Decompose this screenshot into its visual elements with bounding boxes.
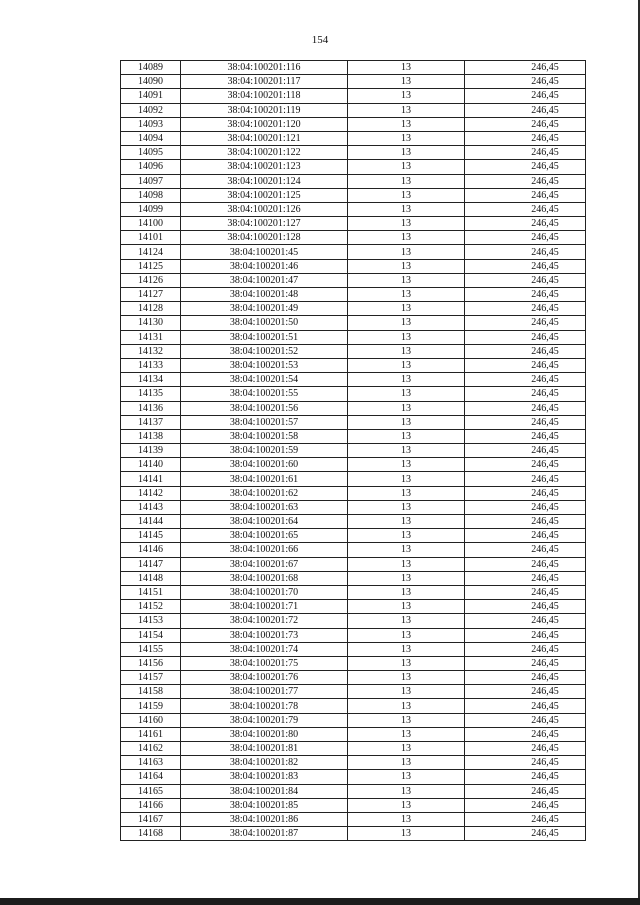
table-row	[121, 571, 586, 585]
table-row	[121, 585, 586, 599]
value-cell: 246,45	[465, 756, 586, 770]
code-cell: 13	[348, 89, 465, 103]
row-number-cell: 14165	[121, 784, 181, 798]
code-cell: 13	[348, 812, 465, 826]
code-cell: 13	[348, 429, 465, 443]
value-cell: 246,45	[465, 429, 586, 443]
table-row	[121, 146, 586, 160]
cadastral-number-cell: 38:04:100201:73	[181, 628, 348, 642]
row-number-cell: 14097	[121, 174, 181, 188]
cadastral-number-cell: 38:04:100201:118	[181, 89, 348, 103]
table-row	[121, 344, 586, 358]
value-cell: 246,45	[465, 642, 586, 656]
scan-bottom-band	[0, 898, 640, 905]
code-cell: 13	[348, 571, 465, 585]
value-cell: 246,45	[465, 600, 586, 614]
row-number-cell: 14128	[121, 302, 181, 316]
table-row	[121, 699, 586, 713]
cadastral-number-cell: 38:04:100201:72	[181, 614, 348, 628]
value-cell: 246,45	[465, 472, 586, 486]
table-row	[121, 671, 586, 685]
code-cell: 13	[348, 742, 465, 756]
table-row	[121, 373, 586, 387]
value-cell: 246,45	[465, 685, 586, 699]
table-row	[121, 515, 586, 529]
cadastral-number-cell: 38:04:100201:125	[181, 188, 348, 202]
row-number-cell: 14141	[121, 472, 181, 486]
row-number-cell: 14135	[121, 387, 181, 401]
code-cell: 13	[348, 231, 465, 245]
cadastral-number-cell: 38:04:100201:53	[181, 358, 348, 372]
row-number-cell: 14154	[121, 628, 181, 642]
cadastral-number-cell: 38:04:100201:121	[181, 131, 348, 145]
value-cell: 246,45	[465, 61, 586, 75]
table-row	[121, 288, 586, 302]
cadastral-number-cell: 38:04:100201:116	[181, 61, 348, 75]
value-cell: 246,45	[465, 713, 586, 727]
code-cell: 13	[348, 472, 465, 486]
row-number-cell: 14168	[121, 827, 181, 841]
value-cell: 246,45	[465, 529, 586, 543]
cadastral-number-cell: 38:04:100201:126	[181, 202, 348, 216]
table-row	[121, 160, 586, 174]
row-number-cell: 14100	[121, 217, 181, 231]
cadastral-number-cell: 38:04:100201:70	[181, 585, 348, 599]
cadastral-number-cell: 38:04:100201:123	[181, 160, 348, 174]
table-row	[121, 756, 586, 770]
table-row	[121, 61, 586, 75]
code-cell: 13	[348, 585, 465, 599]
value-cell: 246,45	[465, 500, 586, 514]
table-row	[121, 529, 586, 543]
cadastral-number-cell: 38:04:100201:120	[181, 117, 348, 131]
row-number-cell: 14161	[121, 727, 181, 741]
row-number-cell: 14099	[121, 202, 181, 216]
row-number-cell: 14155	[121, 642, 181, 656]
cadastral-number-cell: 38:04:100201:86	[181, 812, 348, 826]
code-cell: 13	[348, 103, 465, 117]
cadastral-number-cell: 38:04:100201:57	[181, 415, 348, 429]
row-number-cell: 14124	[121, 245, 181, 259]
value-cell: 246,45	[465, 557, 586, 571]
cadastral-number-cell: 38:04:100201:71	[181, 600, 348, 614]
cadastral-number-cell: 38:04:100201:63	[181, 500, 348, 514]
row-number-cell: 14143	[121, 500, 181, 514]
row-number-cell: 14147	[121, 557, 181, 571]
value-cell: 246,45	[465, 344, 586, 358]
table-row	[121, 628, 586, 642]
row-number-cell: 14146	[121, 543, 181, 557]
table-row	[121, 131, 586, 145]
row-number-cell: 14167	[121, 812, 181, 826]
cadastral-number-cell: 38:04:100201:77	[181, 685, 348, 699]
cadastral-number-cell: 38:04:100201:46	[181, 259, 348, 273]
row-number-cell: 14152	[121, 600, 181, 614]
value-cell: 246,45	[465, 174, 586, 188]
cadastral-number-cell: 38:04:100201:128	[181, 231, 348, 245]
code-cell: 13	[348, 316, 465, 330]
row-number-cell: 14138	[121, 429, 181, 443]
cadastral-number-cell: 38:04:100201:76	[181, 671, 348, 685]
table-row	[121, 231, 586, 245]
row-number-cell: 14163	[121, 756, 181, 770]
value-cell: 246,45	[465, 486, 586, 500]
cadastral-number-cell: 38:04:100201:119	[181, 103, 348, 117]
table-row	[121, 202, 586, 216]
code-cell: 13	[348, 713, 465, 727]
row-number-cell: 14089	[121, 61, 181, 75]
table-row	[121, 798, 586, 812]
value-cell: 246,45	[465, 131, 586, 145]
value-cell: 246,45	[465, 188, 586, 202]
code-cell: 13	[348, 515, 465, 529]
cadastral-number-cell: 38:04:100201:75	[181, 656, 348, 670]
row-number-cell: 14145	[121, 529, 181, 543]
cadastral-number-cell: 38:04:100201:78	[181, 699, 348, 713]
row-number-cell: 14095	[121, 146, 181, 160]
row-number-cell: 14131	[121, 330, 181, 344]
value-cell: 246,45	[465, 373, 586, 387]
cadastral-number-cell: 38:04:100201:80	[181, 727, 348, 741]
cadastral-number-cell: 38:04:100201:83	[181, 770, 348, 784]
row-number-cell: 14127	[121, 288, 181, 302]
cadastral-number-cell: 38:04:100201:74	[181, 642, 348, 656]
value-cell: 246,45	[465, 160, 586, 174]
code-cell: 13	[348, 358, 465, 372]
value-cell: 246,45	[465, 727, 586, 741]
cadastral-number-cell: 38:04:100201:58	[181, 429, 348, 443]
row-number-cell: 14130	[121, 316, 181, 330]
code-cell: 13	[348, 557, 465, 571]
row-number-cell: 14144	[121, 515, 181, 529]
row-number-cell: 14166	[121, 798, 181, 812]
code-cell: 13	[348, 642, 465, 656]
cadastral-number-cell: 38:04:100201:62	[181, 486, 348, 500]
table-row	[121, 259, 586, 273]
value-cell: 246,45	[465, 770, 586, 784]
code-cell: 13	[348, 160, 465, 174]
cadastral-number-cell: 38:04:100201:84	[181, 784, 348, 798]
code-cell: 13	[348, 770, 465, 784]
cadastral-number-cell: 38:04:100201:50	[181, 316, 348, 330]
value-cell: 246,45	[465, 784, 586, 798]
table-row	[121, 316, 586, 330]
cadastral-number-cell: 38:04:100201:68	[181, 571, 348, 585]
code-cell: 13	[348, 373, 465, 387]
code-cell: 13	[348, 387, 465, 401]
table-row	[121, 273, 586, 287]
value-cell: 246,45	[465, 245, 586, 259]
row-number-cell: 14132	[121, 344, 181, 358]
code-cell: 13	[348, 827, 465, 841]
value-cell: 246,45	[465, 316, 586, 330]
value-cell: 246,45	[465, 217, 586, 231]
code-cell: 13	[348, 174, 465, 188]
code-cell: 13	[348, 75, 465, 89]
row-number-cell: 14136	[121, 401, 181, 415]
table-row	[121, 117, 586, 131]
row-number-cell: 14156	[121, 656, 181, 670]
row-number-cell: 14158	[121, 685, 181, 699]
code-cell: 13	[348, 543, 465, 557]
value-cell: 246,45	[465, 146, 586, 160]
code-cell: 13	[348, 656, 465, 670]
table-row	[121, 330, 586, 344]
table-row	[121, 415, 586, 429]
cadastral-number-cell: 38:04:100201:51	[181, 330, 348, 344]
table-row	[121, 103, 586, 117]
code-cell: 13	[348, 131, 465, 145]
row-number-cell: 14148	[121, 571, 181, 585]
table-row	[121, 75, 586, 89]
code-cell: 13	[348, 444, 465, 458]
row-number-cell: 14142	[121, 486, 181, 500]
value-cell: 246,45	[465, 302, 586, 316]
table-row	[121, 827, 586, 841]
cadastral-number-cell: 38:04:100201:65	[181, 529, 348, 543]
value-cell: 246,45	[465, 671, 586, 685]
table-row	[121, 387, 586, 401]
value-cell: 246,45	[465, 614, 586, 628]
code-cell: 13	[348, 529, 465, 543]
cadastral-number-cell: 38:04:100201:54	[181, 373, 348, 387]
value-cell: 246,45	[465, 202, 586, 216]
row-number-cell: 14133	[121, 358, 181, 372]
code-cell: 13	[348, 61, 465, 75]
row-number-cell: 14153	[121, 614, 181, 628]
table-row	[121, 543, 586, 557]
table-row	[121, 784, 586, 798]
value-cell: 246,45	[465, 543, 586, 557]
cadastral-number-cell: 38:04:100201:127	[181, 217, 348, 231]
code-cell: 13	[348, 671, 465, 685]
table-body	[121, 61, 586, 841]
cadastral-number-cell: 38:04:100201:81	[181, 742, 348, 756]
table-row	[121, 174, 586, 188]
row-number-cell: 14092	[121, 103, 181, 117]
code-cell: 13	[348, 217, 465, 231]
cadastral-number-cell: 38:04:100201:85	[181, 798, 348, 812]
row-number-cell: 14090	[121, 75, 181, 89]
page-number: 154	[311, 34, 329, 46]
row-number-cell: 14101	[121, 231, 181, 245]
cadastral-number-cell: 38:04:100201:49	[181, 302, 348, 316]
value-cell: 246,45	[465, 656, 586, 670]
code-cell: 13	[348, 344, 465, 358]
cadastral-number-cell: 38:04:100201:64	[181, 515, 348, 529]
value-cell: 246,45	[465, 401, 586, 415]
code-cell: 13	[348, 401, 465, 415]
code-cell: 13	[348, 685, 465, 699]
row-number-cell: 14126	[121, 273, 181, 287]
table-row	[121, 713, 586, 727]
cadastral-number-cell: 38:04:100201:66	[181, 543, 348, 557]
row-number-cell: 14094	[121, 131, 181, 145]
cadastral-number-cell: 38:04:100201:79	[181, 713, 348, 727]
code-cell: 13	[348, 302, 465, 316]
value-cell: 246,45	[465, 75, 586, 89]
value-cell: 246,45	[465, 742, 586, 756]
table-row	[121, 429, 586, 443]
value-cell: 246,45	[465, 415, 586, 429]
row-number-cell: 14159	[121, 699, 181, 713]
value-cell: 246,45	[465, 117, 586, 131]
table-row	[121, 742, 586, 756]
row-number-cell: 14091	[121, 89, 181, 103]
value-cell: 246,45	[465, 358, 586, 372]
value-cell: 246,45	[465, 798, 586, 812]
row-number-cell: 14162	[121, 742, 181, 756]
value-cell: 246,45	[465, 812, 586, 826]
value-cell: 246,45	[465, 571, 586, 585]
value-cell: 246,45	[465, 103, 586, 117]
cadastral-number-cell: 38:04:100201:60	[181, 458, 348, 472]
row-number-cell: 14139	[121, 444, 181, 458]
value-cell: 246,45	[465, 259, 586, 273]
cadastral-number-cell: 38:04:100201:59	[181, 444, 348, 458]
cadastral-number-cell: 38:04:100201:82	[181, 756, 348, 770]
value-cell: 246,45	[465, 699, 586, 713]
value-cell: 246,45	[465, 330, 586, 344]
value-cell: 246,45	[465, 444, 586, 458]
row-number-cell: 14134	[121, 373, 181, 387]
table-row	[121, 444, 586, 458]
table-row	[121, 245, 586, 259]
row-number-cell: 14157	[121, 671, 181, 685]
code-cell: 13	[348, 146, 465, 160]
cadastral-number-cell: 38:04:100201:47	[181, 273, 348, 287]
code-cell: 13	[348, 784, 465, 798]
code-cell: 13	[348, 756, 465, 770]
row-number-cell: 14140	[121, 458, 181, 472]
table-row	[121, 401, 586, 415]
code-cell: 13	[348, 188, 465, 202]
value-cell: 246,45	[465, 515, 586, 529]
code-cell: 13	[348, 245, 465, 259]
code-cell: 13	[348, 273, 465, 287]
code-cell: 13	[348, 486, 465, 500]
code-cell: 13	[348, 614, 465, 628]
code-cell: 13	[348, 288, 465, 302]
table-row	[121, 812, 586, 826]
code-cell: 13	[348, 600, 465, 614]
code-cell: 13	[348, 259, 465, 273]
table-row	[121, 217, 586, 231]
cadastral-number-cell: 38:04:100201:55	[181, 387, 348, 401]
table-row	[121, 89, 586, 103]
table-row	[121, 727, 586, 741]
table-row	[121, 557, 586, 571]
code-cell: 13	[348, 202, 465, 216]
row-number-cell: 14160	[121, 713, 181, 727]
code-cell: 13	[348, 699, 465, 713]
table-row	[121, 188, 586, 202]
code-cell: 13	[348, 500, 465, 514]
row-number-cell: 14098	[121, 188, 181, 202]
table-row	[121, 486, 586, 500]
value-cell: 246,45	[465, 288, 586, 302]
code-cell: 13	[348, 415, 465, 429]
cadastral-number-cell: 38:04:100201:117	[181, 75, 348, 89]
table-row	[121, 770, 586, 784]
row-number-cell: 14096	[121, 160, 181, 174]
table-row	[121, 642, 586, 656]
row-number-cell: 14125	[121, 259, 181, 273]
table-row	[121, 358, 586, 372]
cadastral-number-cell: 38:04:100201:45	[181, 245, 348, 259]
cadastral-number-cell: 38:04:100201:67	[181, 557, 348, 571]
cadastral-number-cell: 38:04:100201:56	[181, 401, 348, 415]
cadastral-number-cell: 38:04:100201:61	[181, 472, 348, 486]
row-number-cell: 14093	[121, 117, 181, 131]
table-row	[121, 472, 586, 486]
table-row	[121, 600, 586, 614]
row-number-cell: 14151	[121, 585, 181, 599]
code-cell: 13	[348, 330, 465, 344]
cadastral-number-cell: 38:04:100201:52	[181, 344, 348, 358]
code-cell: 13	[348, 798, 465, 812]
table-row	[121, 656, 586, 670]
cadastral-number-cell: 38:04:100201:124	[181, 174, 348, 188]
table-row	[121, 500, 586, 514]
code-cell: 13	[348, 458, 465, 472]
value-cell: 246,45	[465, 628, 586, 642]
row-number-cell: 14164	[121, 770, 181, 784]
value-cell: 246,45	[465, 273, 586, 287]
code-cell: 13	[348, 117, 465, 131]
cadastral-number-cell: 38:04:100201:122	[181, 146, 348, 160]
cadastral-number-cell: 38:04:100201:48	[181, 288, 348, 302]
value-cell: 246,45	[465, 458, 586, 472]
table-row	[121, 614, 586, 628]
cadastral-number-cell: 38:04:100201:87	[181, 827, 348, 841]
value-cell: 246,45	[465, 387, 586, 401]
value-cell: 246,45	[465, 89, 586, 103]
cadastral-table	[120, 60, 586, 841]
table-row	[121, 302, 586, 316]
value-cell: 246,45	[465, 585, 586, 599]
code-cell: 13	[348, 727, 465, 741]
table-row	[121, 458, 586, 472]
code-cell: 13	[348, 628, 465, 642]
value-cell: 246,45	[465, 827, 586, 841]
table-row	[121, 685, 586, 699]
row-number-cell: 14137	[121, 415, 181, 429]
value-cell: 246,45	[465, 231, 586, 245]
